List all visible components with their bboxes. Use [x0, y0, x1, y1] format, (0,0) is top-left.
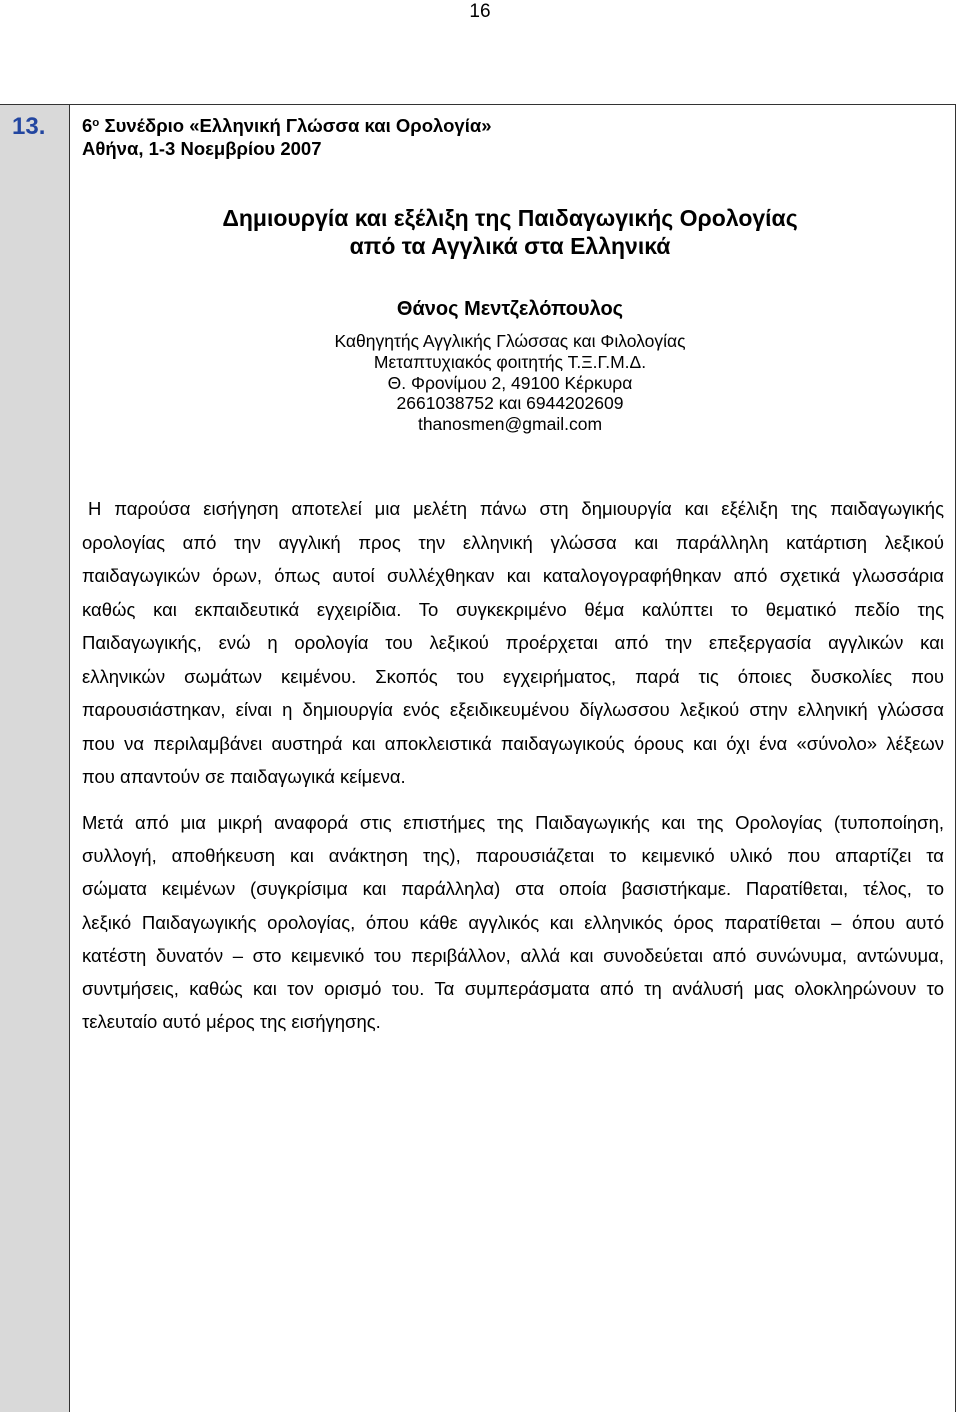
- abstract-line: παιδαγωγικών όρων, όπως αυτοί συλλέχθηκαν και καταλογογραφήθηκαν από σχετικά γλωσσάρια: [82, 565, 944, 586]
- abstract-line: ορολογίας από την αγγλική προς την ελληνική γλώσσα και παράλληλη κατάρτιση λεξικού: [82, 531, 944, 553]
- abstract-line: που να περιλαμβάνει αυστηρά και αποκλειστικά παιδαγωγικούς όρους και όχι ένα «σύνολο» λέξεων: [82, 732, 944, 754]
- abstract-line: συλλογή, αποθήκευση και ανάκτηση της), παρουσιάζεται το κειμενικό υλικό που απαρτίζει τα: [82, 845, 944, 867]
- abstract-paragraph-1: [82, 492, 944, 794]
- paper-title: [70, 204, 950, 260]
- entry-number: 13.: [12, 113, 46, 140]
- page-number: 16: [469, 1, 491, 22]
- abstract-line: Παιδαγωγικής, ενώ η ορολογία του λεξικού προέρχεται από την επεξεργασία αγγλικών και: [82, 632, 944, 653]
- author-email: thanosmen@gmail.com: [417, 414, 603, 434]
- abstract-paragraph-2: [82, 806, 944, 1038]
- author-details: [70, 331, 950, 435]
- abstract-line: τελευταίο αυτό μέρος της εισήγησης.: [82, 1011, 381, 1033]
- author-position: Καθηγητής Αγγλικής Γλώσσας και Φιλολογίας: [334, 331, 686, 351]
- abstract-line: ελληνικών σωμάτων κειμένου. Σκοπός του εγχειρήματος, παρά τις όποιες δυσκολίες που: [82, 665, 944, 687]
- conference-ordinal: 6: [82, 115, 93, 136]
- author-student-status: Μεταπτυχιακός φοιτητής Τ.Ξ.Γ.Μ.Δ.: [373, 351, 647, 372]
- conference-name-line: [82, 116, 492, 139]
- author-name: Θάνος Μεντζελόπουλος: [396, 298, 624, 320]
- abstract-line: παρουσιάστηκαν, είναι η δημιουργία ενός εξειδικευμένου δίγλωσσου λεξικού στην ελληνική γλώσσα: [82, 699, 944, 720]
- entry-index-cell: [0, 105, 70, 1412]
- conference-header: [82, 116, 492, 159]
- abstract-line: κατέστη δυνατόν – στο κειμενικό του περιβάλλον, αλλά και συνοδεύεται από συνώνυμα, αντώνυμα,: [82, 944, 944, 966]
- title-line: Δημιουργία και εξέλιξη της Παιδαγωγικής Ορολογίας: [222, 205, 798, 231]
- conference-name: Συνέδριο «Ελληνική Γλώσσα και Ορολογία»: [104, 115, 492, 136]
- author-phone-numbers: 2661038752 και 6944202609: [396, 393, 624, 414]
- abstract-line: σώματα κειμένων (συγκρίσιμα και παράλληλα) στα οποία βασιστήκαμε. Παρατίθεται, τέλος, το: [82, 878, 944, 900]
- title-line: από τα Αγγλικά στα Ελληνικά: [349, 233, 671, 259]
- abstract-line: λεξικό Παιδαγωγικής ορολογίας, όπου κάθε αγγλικός και ελληνικός όρος παρατίθεται – όπου αυτό: [82, 911, 944, 933]
- abstract-line: καθώς και εκπαιδευτικά εγχειρίδια. Το συγκεκριμένο θέμα καλύπτει το θεματικό πεδίο της: [82, 598, 944, 620]
- abstract-line: που απαντούν σε παιδαγωγικά κείμενα.: [82, 766, 406, 787]
- abstract-line: Μετά από μια μικρή αναφορά στις επιστήμες της Παιδαγωγικής και της Ορολογίας (τυποποίηση,: [82, 812, 944, 833]
- author-address: Θ. Φρονίμου 2, 49100 Κέρκυρα: [387, 372, 633, 393]
- abstract-line: συντμήσεις, καθώς και τον ορισμό του. Τα συμπεράσματα από τη ανάλυσή μας ολοκληρώνουν το: [82, 977, 944, 999]
- abstract-line: Η παρούσα εισήγηση αποτελεί μια μελέτη πάνω στη δημιουργία και εξέλιξη της παιδαγωγικής: [88, 498, 944, 519]
- conference-ordinal-suffix: ο: [92, 116, 100, 129]
- conference-place-date: Αθήνα, 1-3 Νοεμβρίου 2007: [82, 138, 322, 159]
